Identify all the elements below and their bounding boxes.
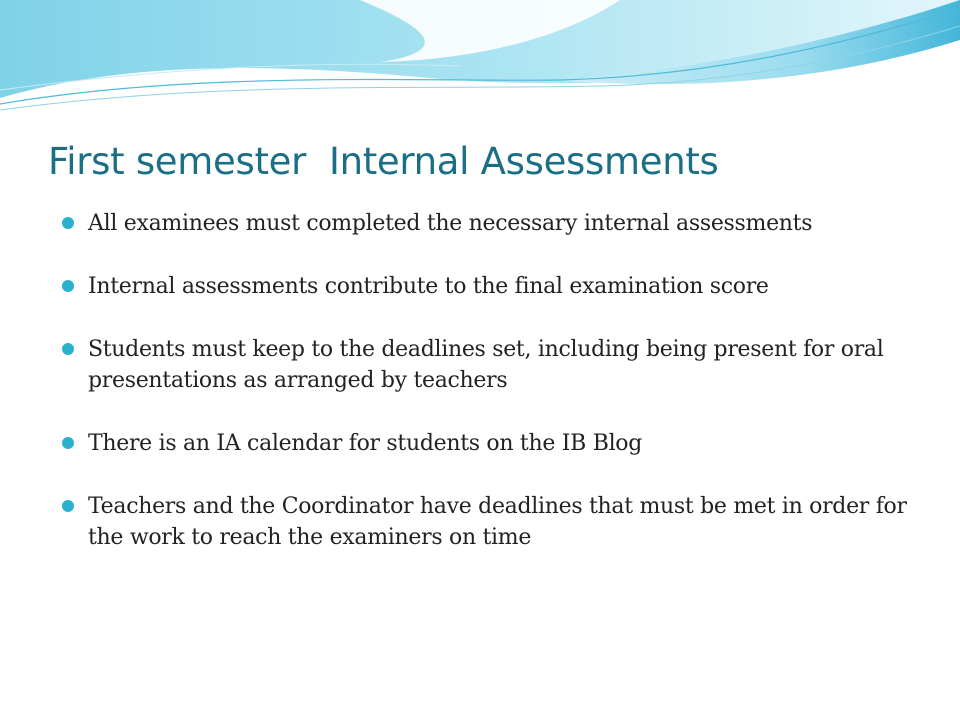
bullet-item: Internal assessments contribute to the final examination score — [62, 271, 912, 302]
bullet-item: Students must keep to the deadlines set, including being present for oral presentations as arranged by teachers — [62, 334, 912, 396]
header-wave-decoration — [0, 0, 960, 120]
bullet-item: All examinees must completed the necessary internal assessments — [62, 208, 912, 239]
bullet-list — [62, 208, 912, 585]
bullet-item: Teachers and the Coordinator have deadlines that must be met in order for the work to reach the examiners on time — [62, 491, 912, 553]
bullet-item: There is an IA calendar for students on the IB Blog — [62, 428, 912, 459]
slide-title: First semester Internal Assessments — [48, 140, 719, 183]
